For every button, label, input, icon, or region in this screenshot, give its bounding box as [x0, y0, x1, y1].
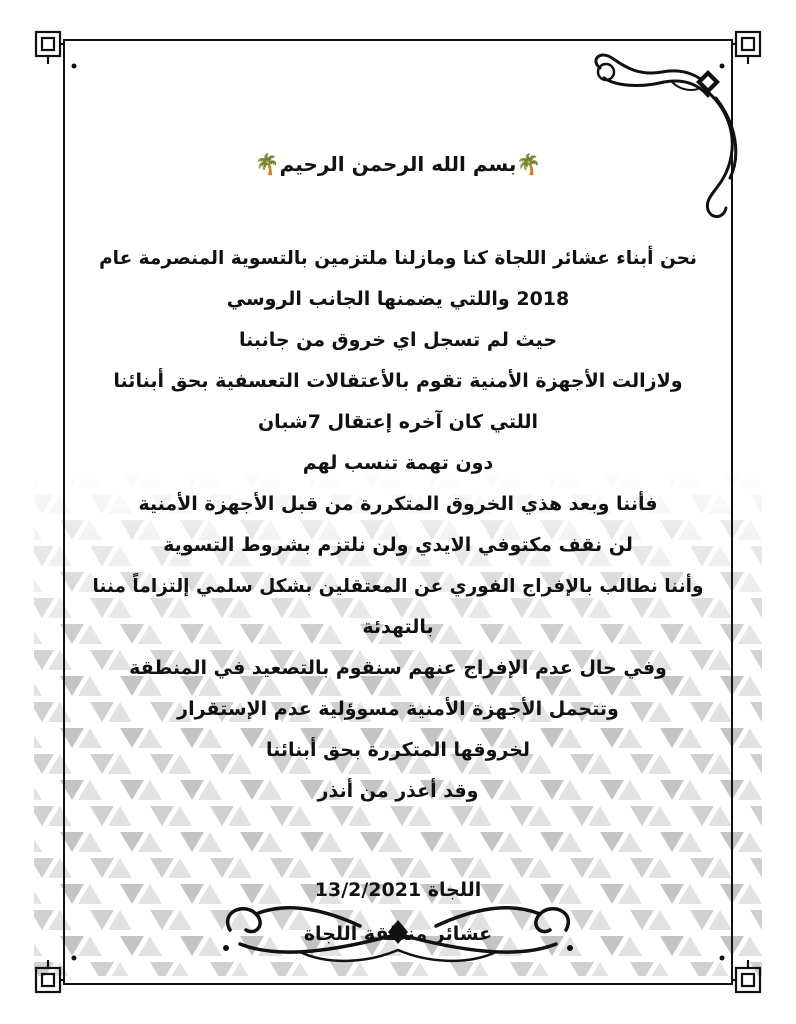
- corner-ornament-top-left: [36, 32, 64, 64]
- statement-line: بالتهدئة: [362, 616, 434, 638]
- statement-line: وأننا نطالب بالإفراج الفوري عن المعتقلين بشكل سلمي إلتزاماً مننا: [92, 576, 704, 597]
- statement-line: وتتحمل الأجهزة الأمنية مسوؤلية عدم الإستقرار: [177, 698, 619, 720]
- statement-line: فأننا وبعد هذي الخروق المتكررة من قبل الأجهزة الأمنية: [138, 493, 658, 515]
- palm-tree-icon: 🌴: [254, 152, 280, 176]
- place-date: اللجاة 13/2/2021: [314, 879, 482, 901]
- statement-line: دون تهمة تنسب لهم: [302, 452, 494, 474]
- statement-line: 2018 واللتي يضمنها الجانب الروسي: [226, 288, 570, 310]
- corner-ornament-top-right: [732, 32, 760, 64]
- statement-line: لن نقف مكتوفي الايدي ولن نلتزم بشروط التسوية: [163, 534, 633, 556]
- statement-line: وقد أعذر من أنذر: [317, 780, 479, 802]
- statement-line: اللتي كان آخره إعتقال 7شبان: [257, 411, 539, 433]
- palm-tree-icon: 🌴: [516, 152, 542, 176]
- title-text: بسم الله الرحمن الرحيم: [279, 152, 517, 176]
- signature: عشائر منطقة اللجاة: [303, 923, 493, 945]
- statement-line: وفي حال عدم الإفراج عنهم سنقوم بالتصعيد في المنطقة: [129, 657, 667, 679]
- statement-line: لخروقها المتكررة بحق أبنائنا: [265, 739, 531, 761]
- document-footer: [0, 868, 796, 956]
- statement-line: ولازالت الأجهزة الأمنية تقوم بالأعتقالات التعسفية بحق أبنائنا: [113, 370, 683, 392]
- statement-body: [30, 238, 766, 812]
- statement-line: نحن أبناء عشائر اللجاة كنا ومازلنا ملتزمين بالتسوية المنصرمة عام: [99, 248, 697, 269]
- swirl-flourish-top-right: [596, 55, 736, 217]
- document-title: [0, 152, 796, 176]
- statement-line: حيث لم تسجل اي خروق من جانبنا: [238, 329, 558, 351]
